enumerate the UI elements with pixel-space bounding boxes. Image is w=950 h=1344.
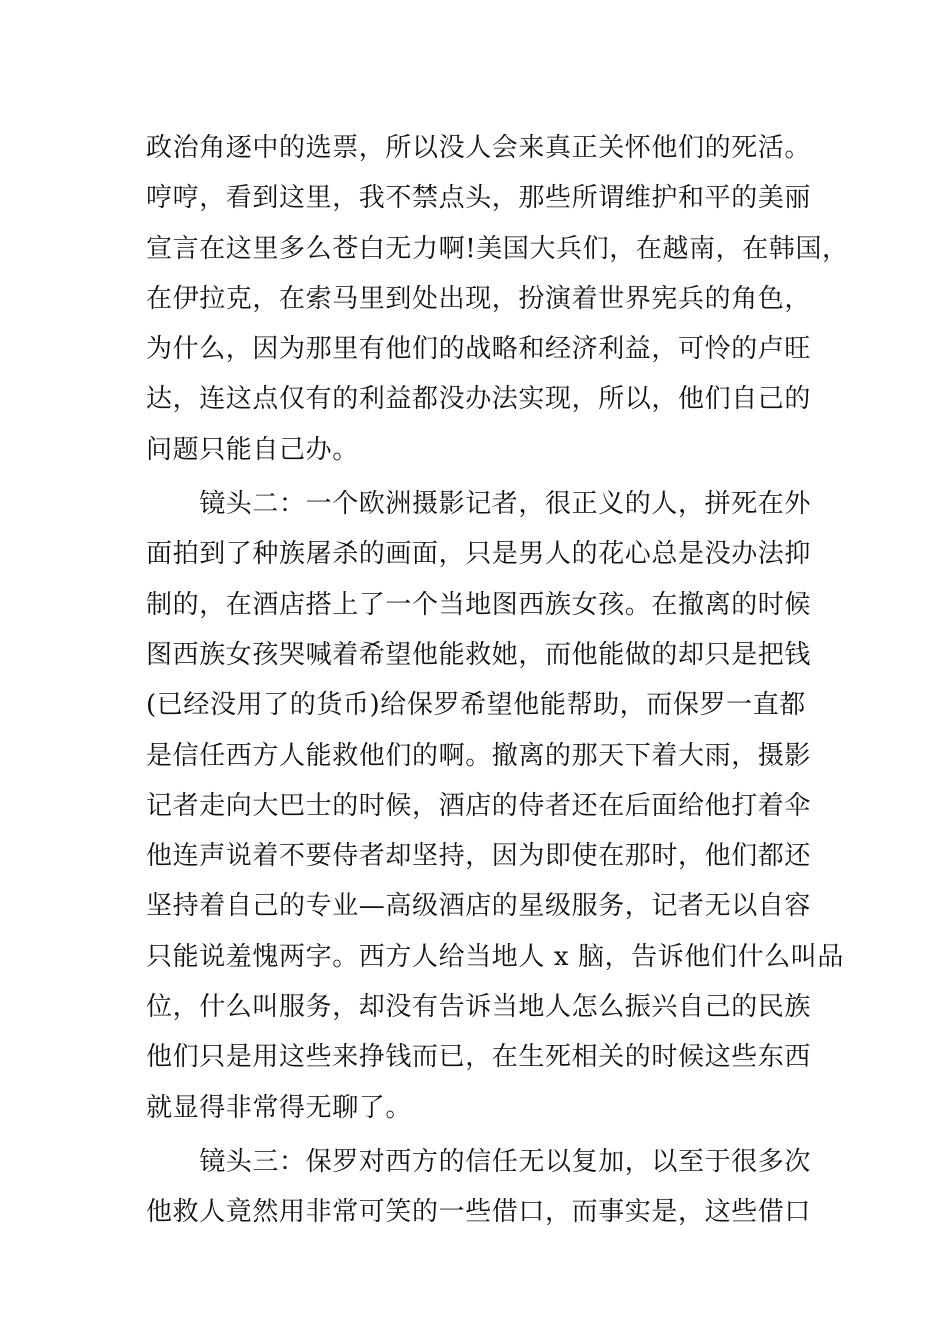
text-line: 制的，在酒店搭上了一个当地图西族女孩。在撤离的时候 <box>146 589 812 620</box>
text-line: 就显得非常得无聊了。 <box>146 1092 413 1123</box>
text-line: 位，什么叫服务，却没有告诉当地人怎么振兴自己的民族 <box>146 992 812 1023</box>
text-line: 记者走向大巴士的时候，酒店的侍者还在后面给他打着伞 <box>146 790 812 821</box>
text-line: 为什么，因为那里有他们的战略和经济利益，可怜的卢旺 <box>146 334 812 365</box>
text-line: 是信任西方人能救他们的啊。撤离的那天下着大雨，摄影 <box>146 740 812 771</box>
text-line: 他连声说着不要侍者却坚持，因为即使在那时，他们都还 <box>146 841 812 872</box>
text-line: 图西族女孩哭喊着希望他能救她，而他能做的却只是把钱 <box>146 639 812 670</box>
text-line: 镜头二：一个欧洲摄影记者，很正义的人，拼死在外 <box>146 489 812 520</box>
text-line: (已经没用了的货币)给保罗希望他能帮助，而保罗一直都 <box>146 690 806 721</box>
text-line: 宣言在这里多么苍白无力啊!美国大兵们，在越南，在韩国， <box>146 233 849 264</box>
document-body <box>146 123 849 1238</box>
text-line: 他们只是用这些来挣钱而已，在生死相关的时候这些东西 <box>146 1042 812 1073</box>
text-line: 面拍到了种族屠杀的画面，只是男人的花心总是没办法抑 <box>146 539 812 570</box>
text-line: 只能说羞愧两字。西方人给当地人 x 脑，告诉他们什么叫品 <box>146 941 844 972</box>
text-line: 坚持着自己的专业—高级酒店的星级服务，记者无以自容 <box>146 891 812 922</box>
text-line: 镜头三：保罗对西方的信任无以复加，以至于很多次 <box>146 1146 812 1177</box>
text-line: 达，连这点仅有的利益都没办法实现，所以，他们自己的 <box>146 384 812 415</box>
text-line: 在伊拉克，在索马里到处出现，扮演着世界宪兵的角色， <box>146 283 812 314</box>
text-line: 哼哼，看到这里，我不禁点头，那些所谓维护和平的美丽 <box>146 183 812 214</box>
text-line: 他救人竟然用非常可笑的一些借口，而事实是，这些借口 <box>146 1197 812 1228</box>
text-line: 政治角逐中的选票，所以没人会来真正关怀他们的死活。 <box>146 133 812 163</box>
text-line: 问题只能自己办。 <box>146 434 359 465</box>
